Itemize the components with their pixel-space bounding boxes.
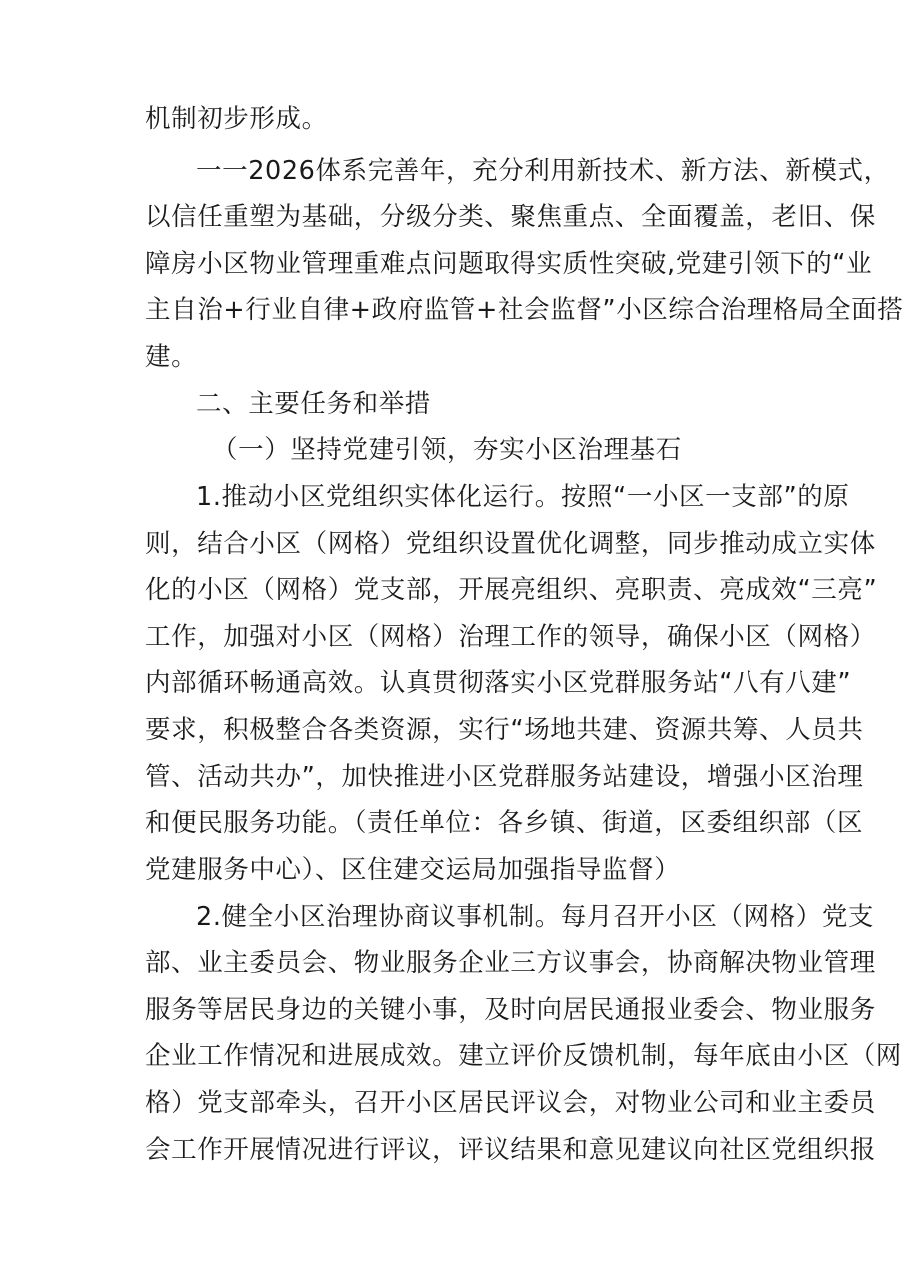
text-line: 主自治+行业自律+政府监管+社会监督”小区综合治理格局全面搭 xyxy=(145,295,904,325)
text-line: 障房小区物业管理重难点问题取得实质性突破,党建引领下的“业 xyxy=(145,249,873,279)
text-line: 党建服务中心）、区住建交运局加强指导监督） xyxy=(145,855,681,885)
text-line: 则，结合小区（网格）党组织设置优化调整，同步推动成立实体 xyxy=(145,529,876,559)
text-line: 内部循环畅通高效。认真贯彻落实小区党群服务站“八有八建” xyxy=(145,668,852,698)
text-line: 机制初步形成。 xyxy=(145,104,328,134)
section-heading: 二、主要任务和举措 xyxy=(196,389,431,419)
text-line: 和便民服务功能。（责任单位：各乡镇、街道，区委组织部（区 xyxy=(145,808,864,838)
text-line: 要求，积极整合各类资源，实行“场地共建、资源共筹、人员共 xyxy=(145,715,864,745)
subsection-heading: （一）坚持党建引领，夯实小区治理基石 xyxy=(212,435,682,465)
text-line: 一一2026体系完善年，充分利用新技术、新方法、新模式， xyxy=(196,156,890,186)
text-line: 格）党支部牵头，召开小区居民评议会，对物业公司和业主委员 xyxy=(145,1088,876,1118)
text-line: 部、业主委员会、物业服务企业三方议事会，协商解决物业管理 xyxy=(145,948,876,978)
text-line: 2.健全小区治理协商议事机制。每月召开小区（网格）党支 xyxy=(196,902,875,932)
text-line: 1.推动小区党组织实体化运行。按照“一小区一支部”的原 xyxy=(196,482,850,512)
text-line: 企业工作情况和进展成效。建立评价反馈机制，每年底由小区（网 xyxy=(145,1041,902,1071)
text-line: 管、活动共办”，加快推进小区党群服务站建设，增强小区治理 xyxy=(145,762,864,792)
text-line: 建。 xyxy=(145,342,198,372)
text-line: 工作，加强对小区（网格）治理工作的领导，确保小区（网格） xyxy=(145,622,876,652)
text-line: 会工作开展情况进行评议，评议结果和意见建议向社区党组织报 xyxy=(145,1135,876,1165)
text-line: 服务等居民身边的关键小事，及时向居民通报业委会、物业服务 xyxy=(145,995,876,1025)
text-line: 以信任重塑为基础，分级分类、聚焦重点、全面覆盖，老旧、保 xyxy=(145,202,876,232)
text-line: 化的小区（网格）党支部，开展亮组织、亮职责、亮成效“三亮” xyxy=(145,575,878,605)
